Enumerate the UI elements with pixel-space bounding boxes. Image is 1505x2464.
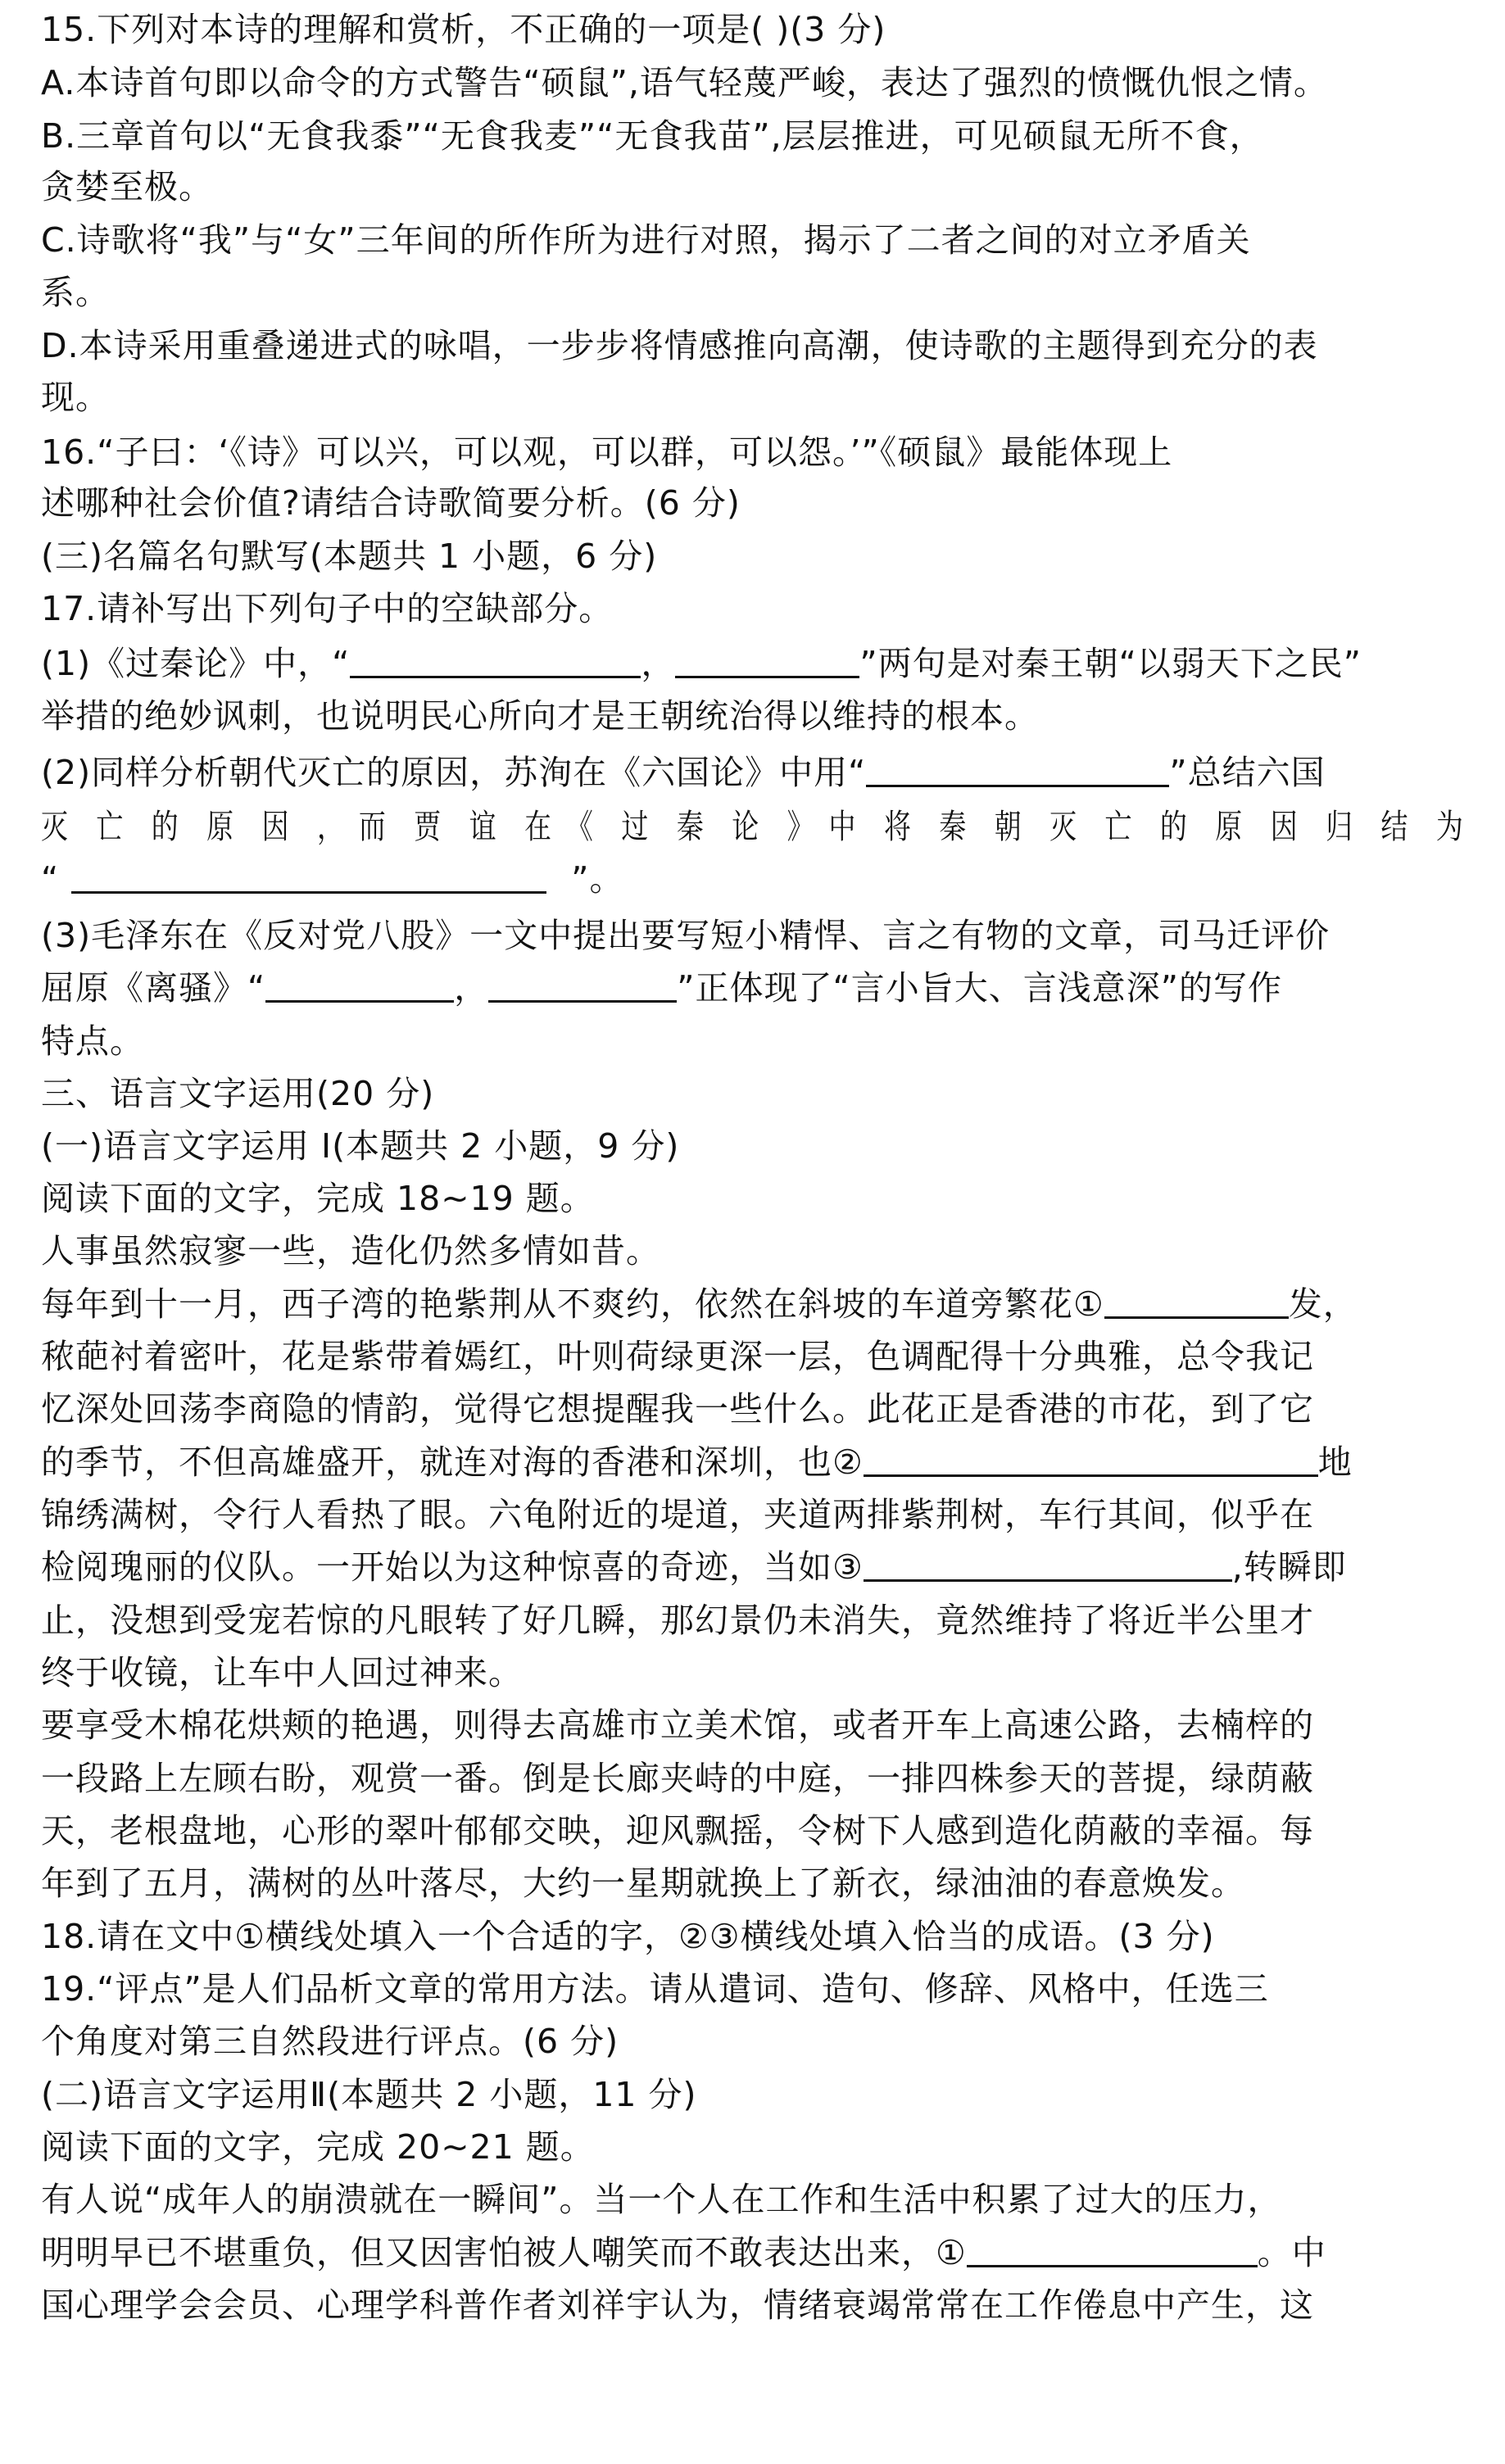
q17-2-blank-line: [41, 854, 624, 904]
q18-stem: 18.请在文中①横线处填入一个合适的字，②③横线处填入恰当的成语。(3 分): [41, 1917, 1215, 1956]
q17-3-comma: ，: [454, 968, 489, 1008]
passage-line-blank-2: [41, 1438, 1353, 1487]
q16-stem-cont: 述哪种社会价值?请结合诗歌简要分析。(6 分): [41, 483, 741, 523]
q19-stem-cont: 个角度对第三自然段进行评点。(6 分): [41, 2022, 619, 2061]
q17-stem: 17.请补写出下列句子中的空缺部分。: [41, 589, 614, 628]
q15-stem: 15.下列对本诗的理解和赏析，不正确的一项是( )(3 分): [41, 10, 886, 49]
part-3-heading: 三、语言文字运用(20 分): [41, 1074, 435, 1113]
q17-1-comma: ，: [641, 644, 676, 683]
q19-stem: 19.“评点”是人们品析文章的常用方法。请从遣词、造句、修辞、风格中，任选三: [41, 1969, 1269, 2009]
passage-text: 。中: [1257, 2233, 1326, 2272]
q17-1-blank-b[interactable]: [675, 643, 859, 678]
passage-line: 要享受木棉花烘颊的艳遇，则得去高雄市立美术馆，或者开车上高速公路，去楠梓的: [41, 1705, 1314, 1745]
passage-para-1: 人事虽然寂寥一些，造化仍然多情如昔。: [41, 1231, 660, 1270]
q17-1-blank-a[interactable]: [350, 643, 641, 678]
q17-3-cont: 特点。: [41, 1021, 144, 1061]
q17-2-blank-b[interactable]: [71, 858, 546, 894]
q17-1-before: (1)《过秦论》中，“: [41, 644, 351, 683]
passage-text: 的季节，不但高雄盛开，就连对海的香港和深圳，也②: [41, 1443, 864, 1482]
passage-text: 明明早已不堪重负，但又因害怕被人嘲笑而不敢表达出来，①: [41, 2233, 967, 2272]
q17-2-blank-a[interactable]: [866, 752, 1169, 787]
passage-line-blank-1: [41, 1280, 1358, 1329]
q15-option-d-cont: 现。: [41, 378, 110, 417]
passage-line: 锦绣满树，令行人看热了眼。六龟附近的堤道，夹道两排紫荆树，车行其间，似乎在: [41, 1495, 1314, 1534]
section-1-heading: (一)语言文字运用 I(本题共 2 小题，9 分): [41, 1126, 680, 1166]
passage-line: 年到了五月，满树的丛叶落尽，大约一星期就换上了新衣，绿油油的春意焕发。: [41, 1864, 1245, 1903]
reading-instruction-20-21: 阅读下面的文字，完成 20~21 题。: [41, 2127, 595, 2167]
reading-instruction-18-19: 阅读下面的文字，完成 18~19 题。: [41, 1179, 595, 1218]
passage-2-line-blank: [41, 2228, 1326, 2277]
section-2-heading: (二)语言文字运用Ⅱ(本题共 2 小题，11 分): [41, 2075, 697, 2114]
passage-2-line: 有人说“成年人的崩溃就在一瞬间”。当一个人在工作和生活中积累了过大的压力，: [41, 2180, 1282, 2219]
passage-2-line: 国心理学会会员、心理学科普作者刘祥宇认为，情绪衰竭常常在工作倦息中产生，这: [41, 2285, 1314, 2325]
passage-line: 忆深处回荡李商隐的情韵，觉得它想提醒我一些什么。此花正是香港的市花，到了它: [41, 1389, 1314, 1429]
section-3-heading: (三)名篇名句默写(本题共 1 小题，6 分): [41, 537, 658, 576]
passage-text: ,转瞬即: [1231, 1547, 1347, 1587]
q15-option-c-cont: 系。: [41, 273, 110, 312]
passage-blank-3[interactable]: [864, 1547, 1232, 1582]
q16-stem: 16.“子曰：‘《诗》可以兴，可以观，可以群，可以怨。’”《硕鼠》最能体现上: [41, 433, 1173, 472]
q15-option-c: C.诗歌将“我”与“女”三年间的所作所为进行对照，揭示了二者之间的对立矛盾关: [41, 220, 1251, 260]
passage-text: 发，: [1288, 1284, 1358, 1324]
q15-option-b-cont: 贪婪至极。: [41, 167, 213, 206]
passage-text: 地: [1317, 1443, 1353, 1482]
q17-1-cont: 举措的绝妙讽刺，也说明民心所向才是王朝统治得以维持的根本。: [41, 696, 1039, 736]
passage-line-blank-3: [41, 1542, 1347, 1592]
q17-2-close-quote: ”。: [571, 859, 624, 899]
passage-line: 止，没想到受宠若惊的凡眼转了好几瞬，那幻景仍未消失，竟然维持了将近半公里才: [41, 1601, 1314, 1640]
passage-2-blank-1[interactable]: [967, 2232, 1258, 2267]
q17-3-blank-a[interactable]: [265, 967, 454, 1003]
q17-2-open-quote: “: [41, 859, 60, 899]
q17-2-after: ”总结六国: [1169, 753, 1326, 792]
q17-1-after: ”两句是对秦王朝“以弱天下之民”: [859, 644, 1362, 683]
q17-3-before: 屈原《离骚》“: [41, 968, 266, 1008]
q15-option-b: B.三章首句以“无食我黍”“无食我麦”“无食我苗”,层层推进，可见硕鼠无所不食，: [41, 116, 1264, 156]
q15-option-a: A.本诗首句即以命令的方式警告“硕鼠”,语气轻蔑严峻，表达了强烈的愤慨仇恨之情。: [41, 63, 1328, 102]
passage-blank-1[interactable]: [1104, 1284, 1289, 1319]
q17-3-line: (3)毛泽东在《反对党八股》一文中提出要写短小精悍、言之有物的文章，司马迁评价: [41, 916, 1330, 955]
q17-3-blank-b[interactable]: [488, 967, 677, 1003]
passage-blank-2[interactable]: [864, 1442, 1318, 1477]
q17-2-line: [41, 748, 1326, 797]
q17-3-blank-line: [41, 963, 1282, 1012]
passage-text: 每年到十一月，西子湾的艳紫荆从不爽约，依然在斜坡的车道旁繁花①: [41, 1284, 1104, 1324]
q17-2-before: (2)同样分析朝代灭亡的原因，苏洵在《六国论》中用“: [41, 753, 867, 792]
passage-line: 一段路上左顾右盼，观赏一番。倒是长廊夹峙的中庭，一排四株参天的菩提，绿荫蔽: [41, 1759, 1314, 1798]
passage-line: 秾葩衬着密叶，花是紫带着嫣红，叶则荷绿更深一层，色调配得十分典雅，总令我记: [41, 1337, 1314, 1376]
passage-text: 检阅瑰丽的仪队。一开始以为这种惊喜的奇迹，当如③: [41, 1547, 864, 1587]
passage-line: 终于收镜，让车中人回过神来。: [41, 1653, 523, 1692]
q17-2-cont: 灭 亡 的 原 因 ， 而 贾 谊 在 《 过 秦 论 》 中 将 秦 朝 灭 亡 的 原 因 归 结 为: [41, 807, 1464, 846]
passage-line: 天，老根盘地，心形的翠叶郁郁交映，迎风飘摇，令树下人感到造化荫蔽的幸福。每: [41, 1811, 1314, 1850]
q15-option-d: D.本诗采用重叠递进式的咏唱，一步步将情感推向高潮，使诗歌的主题得到充分的表: [41, 326, 1318, 365]
q17-3-after: ”正体现了“言小旨大、言浅意深”的写作: [677, 968, 1282, 1008]
q17-1-line: [41, 639, 1362, 688]
